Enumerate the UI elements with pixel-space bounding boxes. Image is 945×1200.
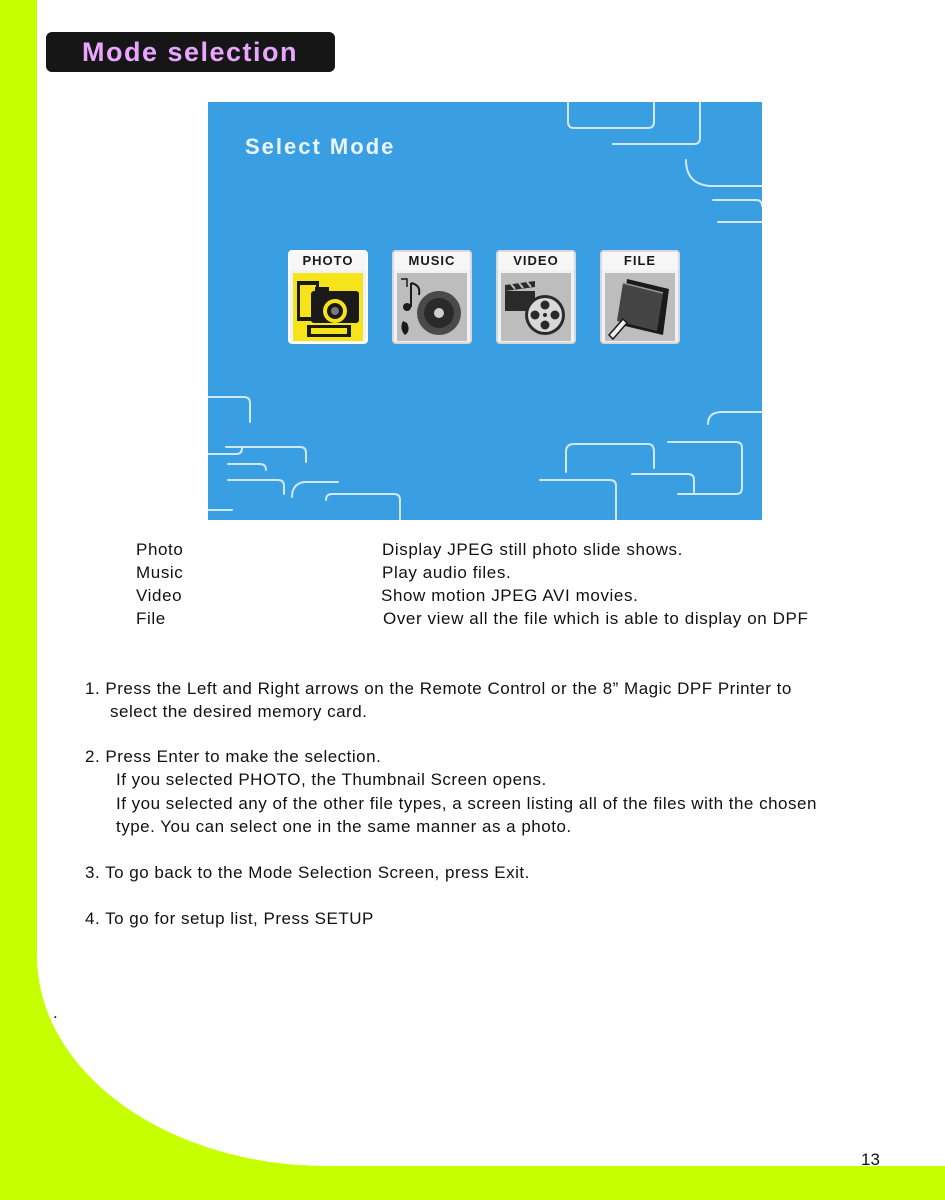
step-1-line-2: select the desired memory card.	[110, 702, 368, 721]
desc-def-video: Show motion JPEG AVI movies.	[381, 586, 639, 605]
desc-def-photo: Display JPEG still photo slide shows.	[382, 540, 683, 559]
music-disc-icon	[397, 273, 467, 341]
step-2-line-3: If you selected any of the other file types, a screen listing all of the files with the chosen	[116, 794, 817, 813]
step-3: 3. To go back to the Mode Selection Screen, press Exit.	[85, 863, 530, 882]
step-2-line-1: 2. Press Enter to make the selection.	[85, 747, 382, 766]
section-title: Mode selection	[46, 32, 335, 72]
film-reel-icon	[501, 273, 571, 341]
screen-title: Select Mode	[245, 134, 396, 159]
mode-tile-file[interactable]	[600, 250, 680, 344]
mode-tile-music[interactable]	[392, 250, 472, 344]
desc-term-file: File	[136, 609, 166, 628]
step-2-line-4: type. You can select one in the same manner as a photo.	[116, 817, 572, 836]
mode-tile-photo[interactable]	[288, 250, 368, 344]
desc-term-video: Video	[136, 586, 183, 605]
mode-label-photo: PHOTO	[290, 252, 366, 270]
page-number: 13	[861, 1150, 880, 1169]
desc-def-file: Over view all the file which is able to display on DPF	[383, 609, 809, 628]
step-2-line-2: If you selected PHOTO, the Thumbnail Screen opens.	[116, 770, 547, 789]
mode-label-music: MUSIC	[394, 252, 470, 270]
step-4: 4. To go for setup list, Press SETUP	[85, 909, 374, 928]
mode-tile-video[interactable]	[496, 250, 576, 344]
folder-icon	[605, 273, 675, 341]
stray-mark: .	[53, 1003, 58, 1022]
camera-film-icon	[293, 273, 363, 341]
desc-term-photo: Photo	[136, 540, 184, 559]
desc-term-music: Music	[136, 563, 184, 582]
mode-label-video: VIDEO	[498, 252, 574, 270]
desc-def-music: Play audio files.	[382, 563, 512, 582]
step-1-line-1: 1. Press the Left and Right arrows on the Remote Control or the 8” Magic DPF Printer to	[85, 679, 792, 698]
select-mode-screenshot	[208, 102, 762, 520]
mode-label-file: FILE	[602, 252, 678, 270]
